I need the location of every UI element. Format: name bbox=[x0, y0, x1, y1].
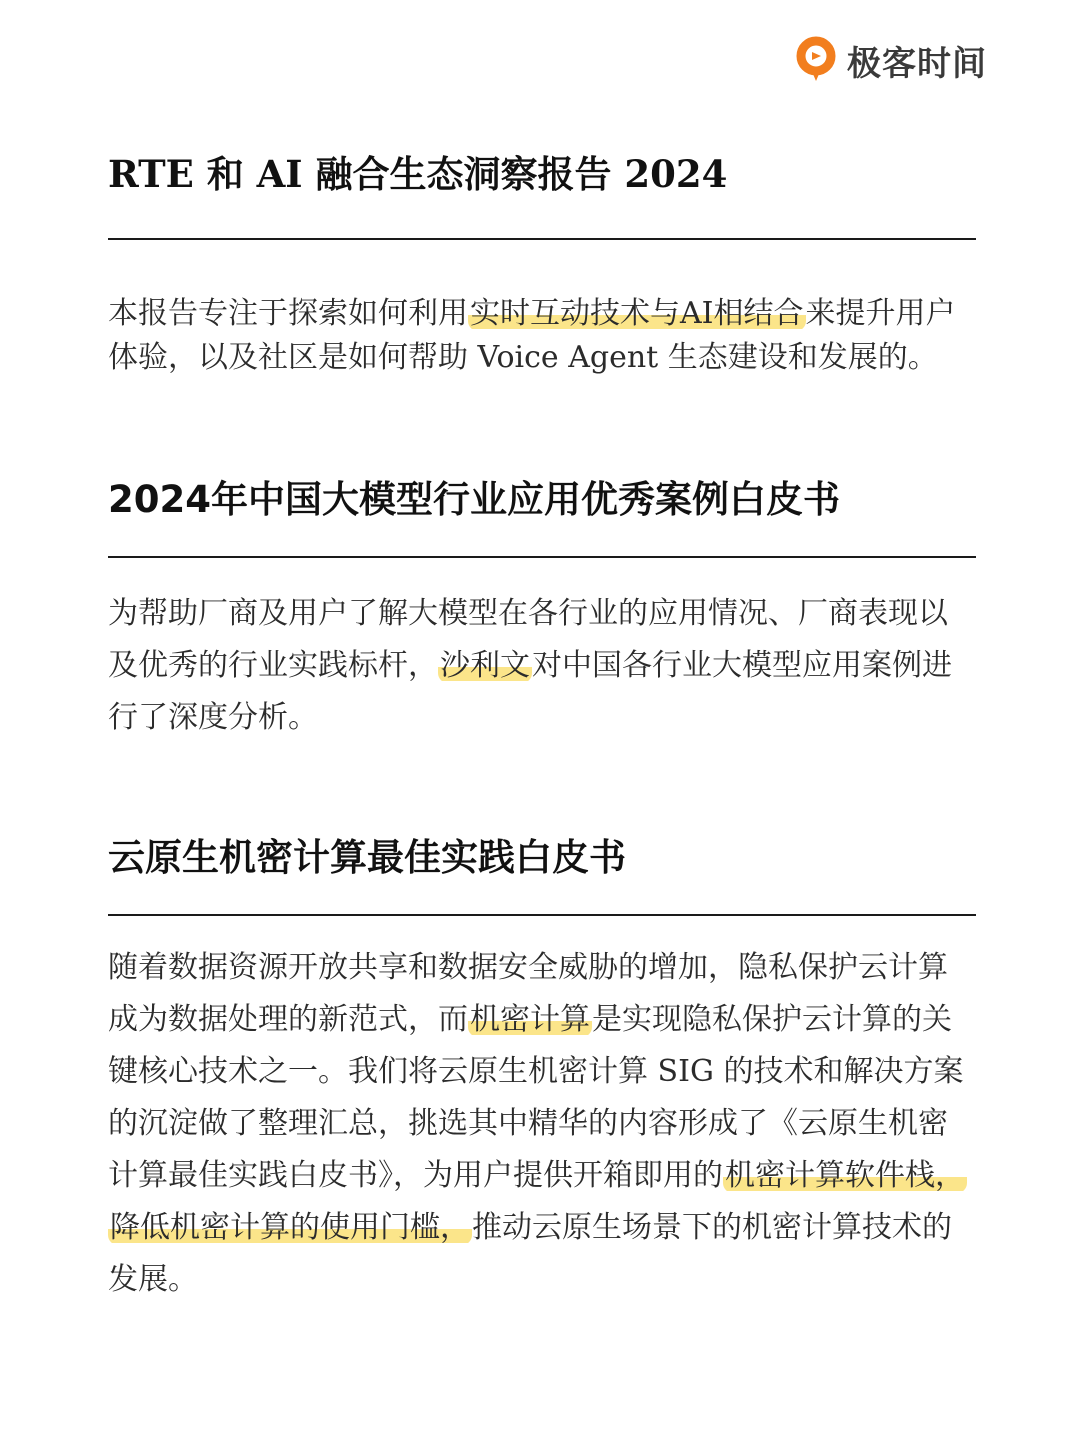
section-title: RTE 和 AI 融合生态洞察报告 2024 bbox=[108, 152, 728, 196]
body-segment: 为帮助厂商及用户了解大模型在各行业的应用情况、厂商表现以及优秀的行业实践标杆， bbox=[108, 596, 948, 683]
section-body bbox=[108, 588, 968, 744]
body-segment: 是实现隐私保护云计算的关键核心技术之一。我们将云原生机密计算 SIG 的技术和解决方案的沉淀做了整理汇总，挑选其中精华的内容形成了《云原生机密计算最佳实践白皮书》，为用户提供开箱即用的 bbox=[108, 1002, 964, 1193]
section-llm-whitepaper bbox=[108, 478, 974, 735]
body-segment: 推动云原生场景下的机密计算技术的发展。 bbox=[108, 1210, 952, 1297]
section-divider bbox=[108, 914, 976, 916]
body-segment: 对中国各行业大模型应用案例进行了深度分析。 bbox=[108, 648, 952, 735]
section-divider bbox=[108, 556, 976, 558]
section-rte-ai-report bbox=[108, 152, 974, 375]
body-segment: 来提升用户体验，以及社区是如何帮助 Voice Agent 生态建设和发展的。 bbox=[108, 296, 956, 375]
highlighted-phrase: 沙利文 bbox=[440, 648, 530, 683]
brand-name: 极客时间 bbox=[847, 43, 987, 84]
section-title: 云原生机密计算最佳实践白皮书 bbox=[108, 836, 626, 879]
brand-mark-icon bbox=[793, 35, 839, 85]
highlighted-phrase: 实时互动技术与AI相结合 bbox=[470, 296, 804, 331]
body-segment: 本报告专注于探索如何利用 bbox=[108, 296, 468, 331]
section-divider bbox=[108, 238, 976, 240]
section-body bbox=[108, 292, 968, 380]
highlighted-phrase: 机密计算 bbox=[470, 1002, 590, 1037]
section-confidential-computing bbox=[108, 836, 974, 1297]
section-title: 2024年中国大模型行业应用优秀案例白皮书 bbox=[108, 478, 840, 521]
highlighted-phrase: 机密计算软件栈， bbox=[725, 1158, 965, 1193]
brand-logo bbox=[793, 34, 987, 86]
body-segment: 随着数据资源开放共享和数据安全威胁的增加，隐私保护云计算成为数据处理的新范式，而 bbox=[108, 950, 948, 1037]
highlighted-phrase: 降低机密计算的使用门槛， bbox=[110, 1210, 470, 1245]
section-body bbox=[108, 942, 968, 1306]
